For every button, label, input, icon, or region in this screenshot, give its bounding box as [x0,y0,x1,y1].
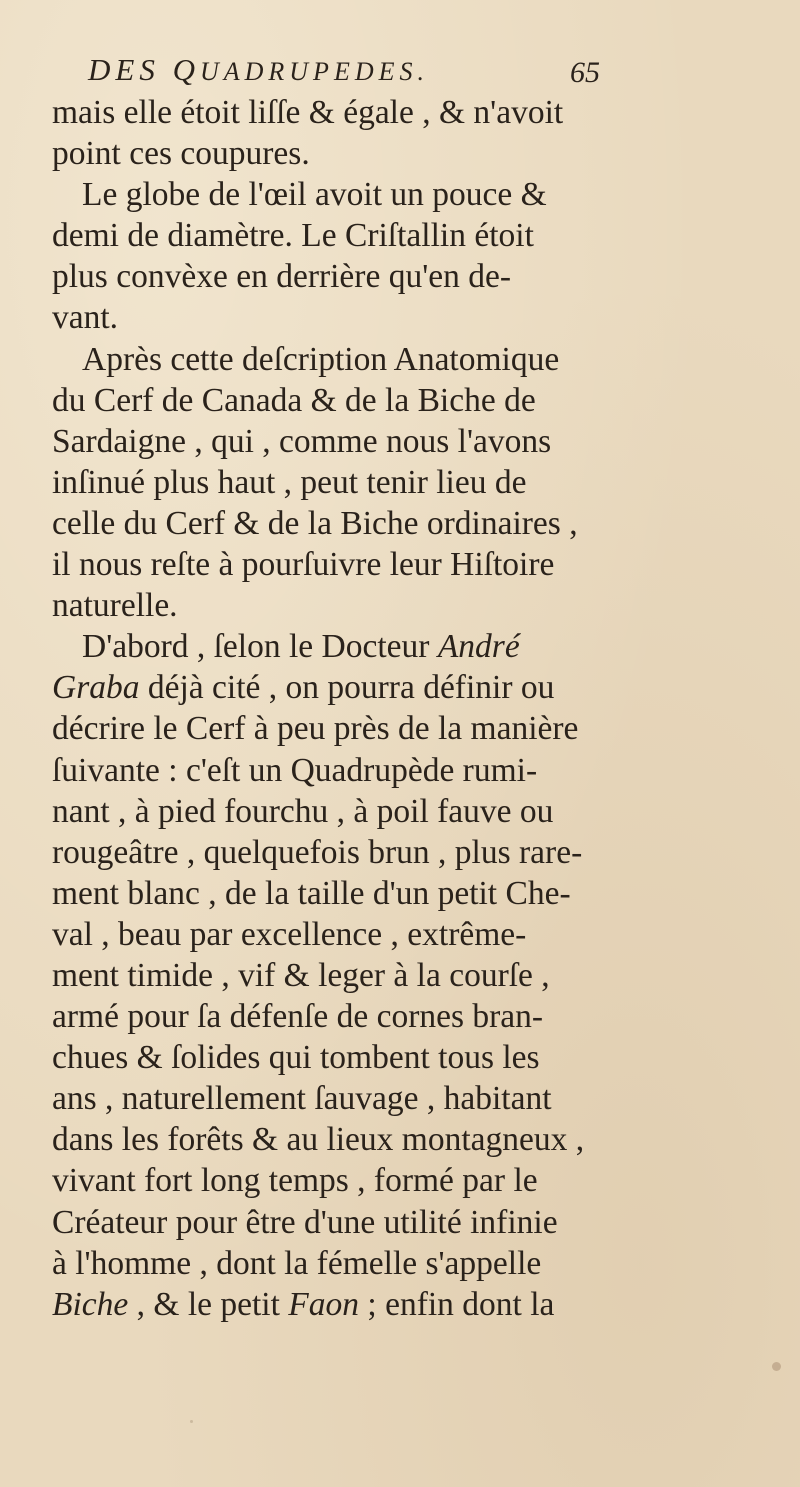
line-text: du Cerf de Canada & de la Biche de [52,381,536,419]
text-line [52,832,622,873]
running-head [88,52,608,92]
paper-spot [190,1420,193,1423]
line-text: ment blanc , de la taille d'un petit Che- [52,874,571,912]
line-text: , & le petit [128,1285,289,1323]
line-text: à l'homme , dont la fémelle s'appelle [52,1244,542,1282]
line-text: rougeâtre , quelquefois brun , plus rare- [52,833,583,871]
line-text: mais elle étoit liſſe & égale , & n'avoit [52,94,564,131]
line-text: ſuivante : c'eſt un Quadrupède rumi- [52,751,538,789]
text-line [52,955,622,996]
line-text: il nous reſte à pourſuivre leur Hiſtoire [52,546,555,584]
text-line [52,708,622,749]
line-text: D'abord , ſelon le Docteur [82,628,438,666]
line-text: plus convèxe en derrière qu'en de- [52,258,512,296]
running-head-rest: UADRUPEDES. [199,57,429,86]
text-line [52,873,622,914]
line-text: chues & ſolides qui tombent tous les [52,1039,540,1077]
text-line [52,215,622,256]
text-line [52,297,622,338]
text-line [52,133,622,174]
text-line [52,1284,622,1325]
text-line [52,585,622,626]
text-line [52,791,622,832]
text-line [52,174,622,215]
text-line [52,1119,622,1160]
text-line [52,339,622,380]
line-text: point ces coupures. [52,135,310,173]
line-text: déjà cité , on pourra définir ou [139,669,555,707]
line-text: inſinué plus haut , peut tenir lieu de [52,463,527,501]
text-line [52,421,622,462]
text-line [52,1078,622,1119]
line-text: Créateur pour être d'une utilité infinie [52,1203,558,1241]
text-line [52,1243,622,1284]
line-text: vivant fort long temps , formé par le [52,1162,538,1200]
text-line [52,914,622,955]
text-line [52,1202,622,1243]
page-number: 65 [570,56,600,89]
line-text: Après cette deſcription Anatomique [82,340,560,378]
line-text: demi de diamètre. Le Criſtallin étoit [52,217,534,255]
line-text: Sardaigne , qui , comme nous l'avons [52,422,552,460]
text-line [52,462,622,503]
text-line [52,503,622,544]
text-line [52,256,622,297]
text-line [52,1160,622,1201]
line-text: dans les forêts & au lieux montagneux , [52,1121,585,1159]
paper-spot [772,1362,781,1371]
text-line [52,1037,622,1078]
text-line [52,544,622,585]
line-text: ans , naturellement ſauvage , habitant [52,1080,552,1118]
text-line [52,92,622,133]
text-line [52,626,622,667]
line-text: décrire le Cerf à peu près de la manière [52,710,579,748]
running-head-q: Q [172,52,200,87]
line-text: celle du Cerf & de la Biche ordinaires , [52,504,578,542]
line-text: ment timide , vif & leger à la courſe , [52,956,550,994]
line-text: val , beau par excellence , extrême- [52,915,527,953]
author-name-italic: André [437,628,520,666]
text-line [52,750,622,791]
text-line [52,996,622,1037]
body-text [52,92,622,1325]
line-text: vant. [52,299,119,337]
text-line [52,380,622,421]
line-text: naturelle. [52,587,178,625]
line-text: nant , à pied fourchu , à poil fauve ou [52,792,554,830]
author-surname-italic: Graba [52,669,140,707]
term-faon-italic: Faon [288,1285,360,1323]
running-head-des: DES [88,52,160,87]
line-text: ; enfin dont la [359,1285,555,1323]
line-text: Le globe de l'œil avoit un pouce & [82,176,547,214]
text-line [52,667,622,708]
term-biche-italic: Biche [52,1285,129,1323]
line-text: armé pour ſa défenſe de cornes bran- [52,998,544,1036]
